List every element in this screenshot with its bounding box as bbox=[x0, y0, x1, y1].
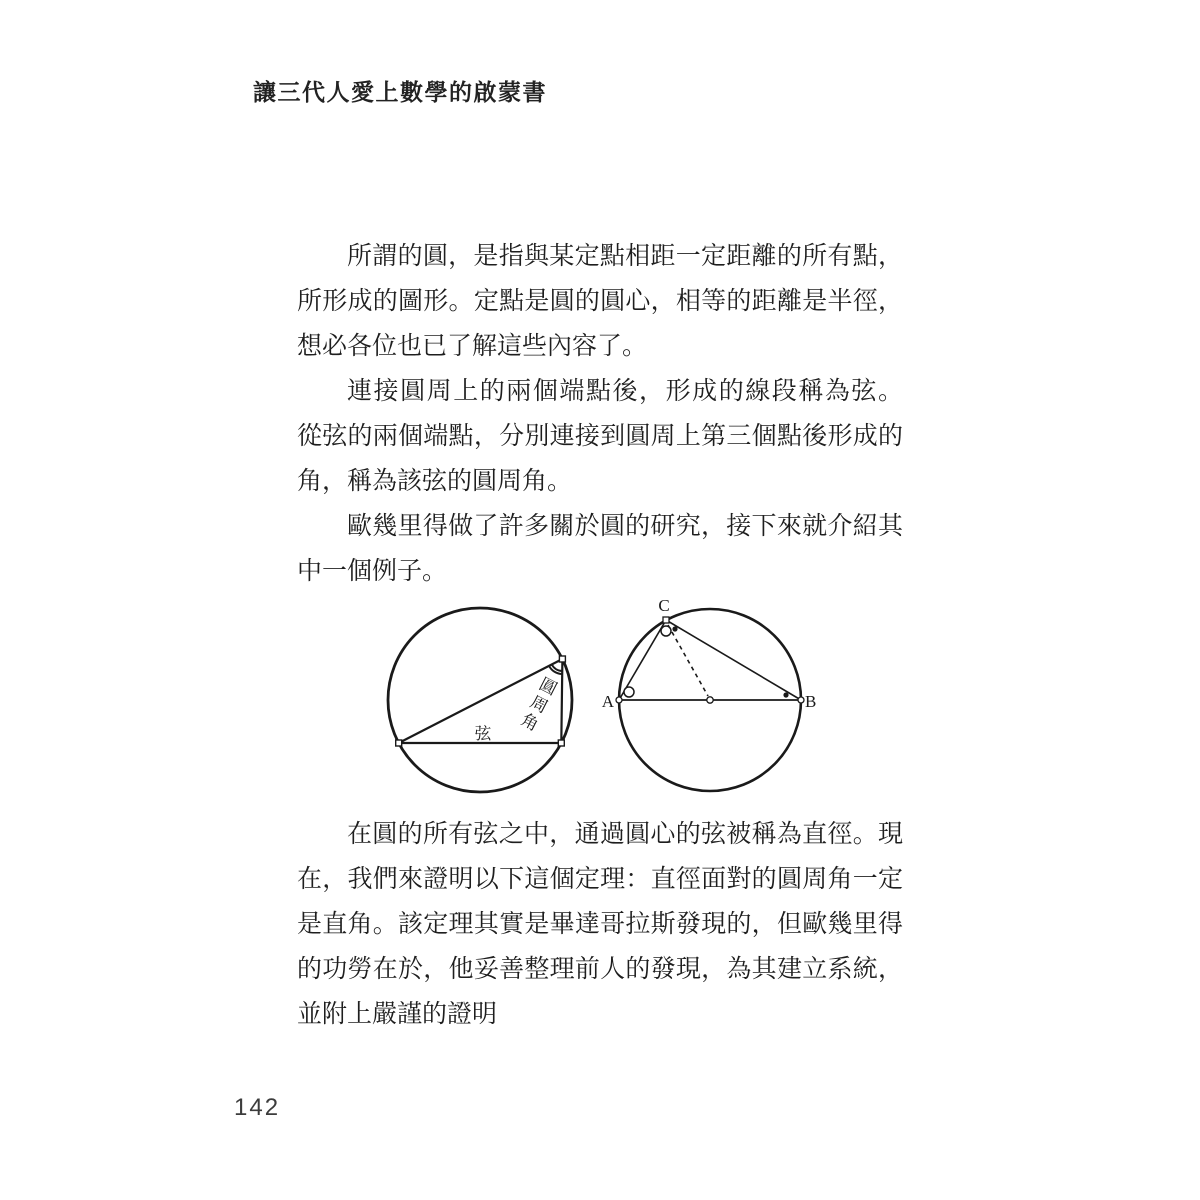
body-line: 在，我們來證明以下這個定理：直徑面對的圓周角一定 bbox=[297, 866, 903, 893]
body-line: 想必各位也已了解這些內容了。 bbox=[297, 333, 648, 360]
running-head-title: 讓三代人愛上數學的啟蒙書 bbox=[253, 80, 547, 105]
body-line: 的功勞在於，他妥善整理前人的發現，為其建立系統， bbox=[297, 956, 903, 983]
angle-mark-dot-c bbox=[672, 626, 677, 631]
dashed-radius-co bbox=[668, 625, 708, 696]
chord-label: 弦 bbox=[474, 724, 492, 743]
point-label-c: C bbox=[658, 596, 670, 615]
body-line: 在圓的所有弦之中，通過圓心的弦被稱為直徑。現 bbox=[347, 821, 903, 848]
body-line: 所形成的圖形。定點是圓的圓心，相等的距離是半徑， bbox=[297, 288, 903, 315]
body-line: 歐幾里得做了許多關於圓的研究，接下來就介紹其 bbox=[347, 513, 903, 540]
thales-figure bbox=[600, 590, 825, 803]
body-line: 是直角。該定理其實是畢達哥拉斯發現的，但歐幾里得 bbox=[297, 911, 903, 938]
body-line: 從弦的兩個端點，分別連接到圓周上第三個點後形成的 bbox=[297, 423, 903, 450]
vertex-marker-b bbox=[798, 697, 804, 703]
text-block-upper bbox=[297, 234, 903, 594]
point-label-b: B bbox=[805, 692, 817, 711]
vertex-marker bbox=[559, 656, 565, 662]
angle-mark-open-a bbox=[624, 687, 634, 697]
inscribed-angle-label: 圓周角 bbox=[514, 673, 560, 736]
angle-mark-open-c bbox=[661, 626, 671, 636]
body-line: 角，稱為該弦的圓周角。 bbox=[297, 468, 573, 495]
text-block-lower bbox=[297, 812, 903, 1037]
point-label-a: A bbox=[601, 692, 614, 711]
center-marker bbox=[707, 697, 713, 703]
angle-mark-dot-b bbox=[783, 692, 788, 697]
body-line: 連接圓周上的兩個端點後，形成的線段稱為弦。 bbox=[347, 378, 903, 405]
page-number: 142 bbox=[234, 1094, 281, 1121]
vertex-marker-a bbox=[616, 697, 622, 703]
line-cb bbox=[666, 620, 801, 700]
inscribed-angle-figure bbox=[380, 600, 585, 805]
body-line: 中一個例子。 bbox=[297, 558, 448, 585]
body-line: 所謂的圓，是指與某定點相距一定距離的所有點， bbox=[347, 243, 903, 270]
body-line: 並附上嚴謹的證明 bbox=[297, 1001, 498, 1028]
vertex-marker bbox=[396, 740, 402, 746]
vertex-marker-c bbox=[663, 617, 669, 623]
vertex-marker bbox=[558, 740, 564, 746]
